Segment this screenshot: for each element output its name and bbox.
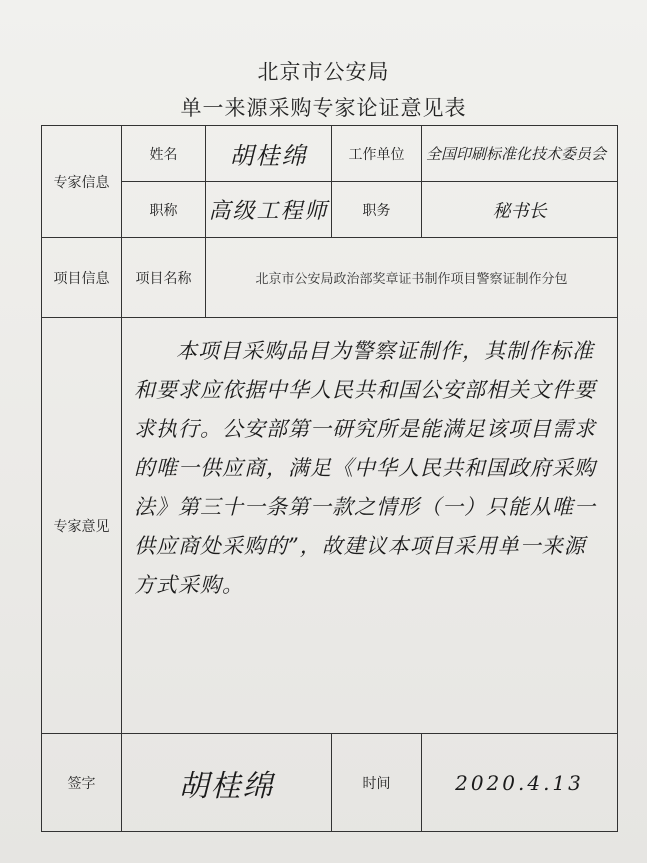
project-name-label: 项目名称	[122, 238, 206, 318]
duty-handwriting: 秘书长	[492, 200, 547, 222]
opinion-row	[42, 318, 618, 734]
date-handwriting: 2020.4.13	[455, 770, 584, 795]
sign-value	[122, 734, 332, 832]
unit-value	[422, 126, 618, 182]
unit-handwriting: 全国印刷标准化技术委员会	[426, 144, 607, 163]
unit-label: 工作单位	[332, 126, 422, 182]
project-name-value	[206, 238, 618, 318]
title-value	[206, 182, 332, 238]
project-row	[42, 238, 618, 318]
expert-row-2	[42, 182, 618, 238]
expert-row-1	[42, 126, 618, 182]
signature-handwriting: 胡桂绵	[178, 768, 275, 804]
name-label: 姓名	[122, 126, 206, 182]
sign-label: 签字	[42, 734, 122, 832]
duty-value	[422, 182, 618, 238]
name-handwriting: 胡桂绵	[229, 142, 308, 170]
opinion-label: 专家意见	[42, 318, 122, 734]
project-name-text: 北京市公安局政治部奖章证书制作项目警察证制作分包	[255, 272, 568, 287]
signature-row	[42, 734, 618, 832]
organization-title: 北京市公安局	[257, 60, 390, 84]
opinion-cell	[122, 318, 618, 734]
opinion-form-table	[41, 125, 618, 832]
title-label: 职称	[122, 182, 206, 238]
name-value	[206, 126, 332, 182]
title-handwriting: 高级工程师	[208, 199, 329, 224]
duty-label: 职务	[332, 182, 422, 238]
project-info-label: 项目信息	[42, 238, 122, 318]
expert-info-label: 专家信息	[42, 126, 122, 238]
form-title: 单一来源采购专家论证意见表	[180, 96, 467, 120]
opinion-handwriting: 本项目采购品目为警察证制作，其制作标准和要求应依据中华人民共和国公安部相关文件要求执行。公安部第一研究所是能满足该项目需求的唯一供应商，满足《中华人民共和国政府采购法》第三十一条第一款之情形（一）只能从唯一供应商处采购的”，故建议本项目采用单一来源方式采购。	[134, 339, 596, 597]
time-value	[422, 734, 618, 832]
time-label: 时间	[332, 734, 422, 832]
